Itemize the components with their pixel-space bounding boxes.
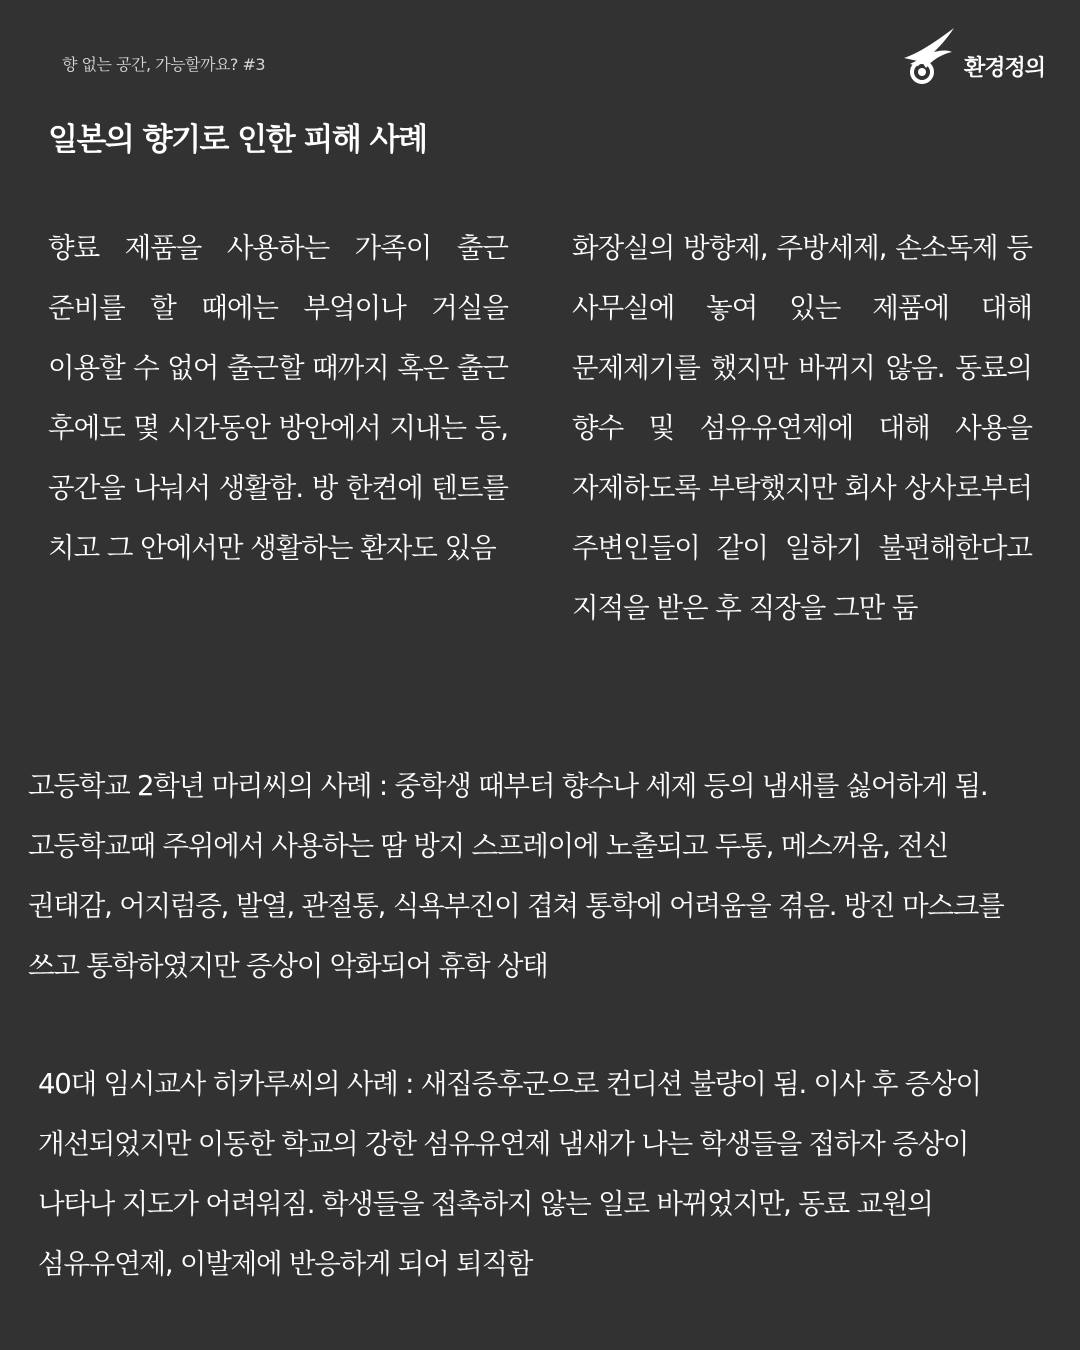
case-column-right: 화장실의 방향제, 주방세제, 손소독제 등 사무실에 놓여 있는 제품에 대해 문제제기를 했지만 바뀌지 않음. 동료의 향수 및 섬유유연제에 대해 사용을 자제하도록 부탁했지만 회사 상사로부터 주변인들이 같이 일하기 불편해한다고 지적을 받은 후 직장을 그만 둠 [572, 232, 1032, 624]
brand-name: 환경정의 [964, 55, 1046, 81]
case-hikaru: 40대 임시교사 히카루씨의 사례 : 새집증후군으로 컨디션 불량이 됨. 이사 후 증상이 개선되었지만 이동한 학교의 강한 섬유유연제 냄새가 나는 학생들을 접하자 증상이 나타나 지도가 어려워짐. 학생들을 접촉하지 않는 일로 바뀌었지만, 동료 교원의 섬유유연제, 이발제에 반응하게 되어 퇴직함 [38, 1068, 981, 1280]
case-mari: 고등학교 2학년 마리씨의 사례 : 중학생 때부터 향수나 세제 등의 냄새를 싫어하게 됨. 고등학교때 주위에서 사용하는 땀 방지 스프레이에 노출되고 두통, 메스꺼움, 전신 권태감, 어지럼증, 발열, 관절통, 식욕부진이 겹쳐 통학에 어려움을 겪음. 방진 마스크를 쓰고 통학하였지만 증상이 악화되어 휴학 상태 [28, 770, 1004, 982]
case-column-left: 향료 제품을 사용하는 가족이 출근 준비를 할 때에는 부엌이나 거실을 이용할 수 없어 출근할 때까지 혹은 출근 후에도 몇 시간동안 방안에서 지내는 등, 공간을 나눠서 생활함. 방 한켠에 텐트를 치고 그 안에서만 생활하는 환자도 있음 [48, 232, 508, 564]
series-tag: 향 없는 공간, 가능할까요? #3 [62, 55, 266, 74]
brand-logo [900, 24, 1045, 86]
bird-logo-icon [900, 24, 960, 86]
section-title: 일본의 향기로 인한 피해 사례 [48, 122, 427, 158]
